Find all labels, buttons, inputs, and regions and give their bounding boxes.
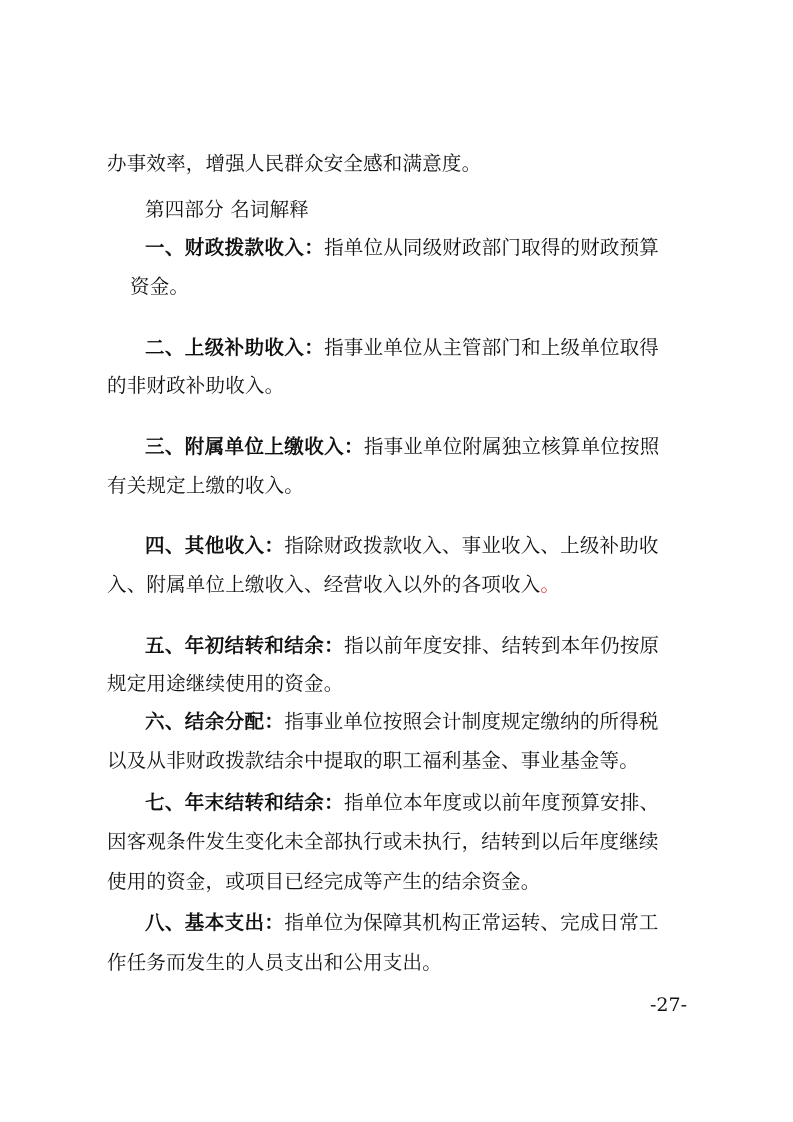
section-heading-text: 第四部分 名词解释 [145,198,309,221]
definition-text: 指单位为保障其机构正常运转、完成日常工 [284,911,659,934]
page-number: -27- [650,994,688,1016]
definition-4-line-1 [0,529,793,563]
definition-4-line-2 [0,568,793,602]
definition-term: 七、年末结转和结余： [145,791,345,814]
definition-8-line-1 [0,906,793,940]
definition-1-line-2 [0,270,793,304]
definition-2-line-2 [0,369,793,403]
definition-7-line-1 [0,786,793,820]
definition-text: 以及从非财政拨款结余中提取的职工福利基金、事业基金等。 [107,749,639,772]
definition-text: 使用的资金，或项目已经完成等产生的结余资金。 [107,870,541,893]
definition-text: 指事业单位按照会计制度规定缴纳的所得税 [284,710,659,733]
definition-1-line-1 [0,231,793,265]
definition-8-line-2 [0,946,793,980]
intro-text: 办事效率，增强人民群众安全感和满意度。 [107,152,482,175]
definition-term: 六、结余分配： [145,710,285,733]
definition-term: 二、上级补助收入： [145,336,325,359]
red-period-mark: 。 [540,573,561,596]
definition-text: 指以前年度安排、结转到本年仍按原 [344,634,660,657]
definition-7-line-2 [0,825,793,859]
definition-term: 五、年初结转和结余： [145,634,345,657]
section-heading [0,193,793,227]
definition-text: 资金。 [130,275,190,298]
definition-text: 指除财政拨款收入、事业收入、上级补助收 [284,534,659,557]
definition-term: 一、财政拨款收入： [145,236,325,259]
definition-text: 指事业单位附属独立核算单位按照 [363,435,660,458]
definition-3-line-1 [0,430,793,464]
definition-5-line-1 [0,629,793,663]
definition-text: 因客观条件发生变化未全部执行或未执行，结转到以后年度继续 [107,830,659,853]
definition-3-line-2 [0,469,793,503]
definition-text: 的非财政补助收入。 [107,374,285,397]
definition-term: 八、基本支出： [145,911,285,934]
definition-term: 四、其他收入： [145,534,285,557]
definition-6-line-1 [0,705,793,739]
definition-6-line-2 [0,744,793,778]
definition-5-line-2 [0,667,793,701]
definition-term: 三、附属单位上缴收入： [145,435,364,458]
definition-7-line-3 [0,865,793,899]
definition-text: 有关规定上缴的收入。 [107,474,305,497]
definition-text: 指事业单位从主管部门和上级单位取得 [324,336,660,359]
definition-text: 规定用途继续使用的资金。 [107,672,344,695]
definition-text: 作任务而发生的人员支出和公用支出。 [107,951,442,974]
definition-text: 入、附属单位上缴收入、经营收入以外的各项收入 [107,573,541,596]
definition-2-line-1 [0,331,793,365]
intro-line [0,147,793,181]
definition-text: 指单位从同级财政部门取得的财政预算 [324,236,660,259]
definition-text: 指单位本年度或以前年度预算安排、 [344,791,660,814]
